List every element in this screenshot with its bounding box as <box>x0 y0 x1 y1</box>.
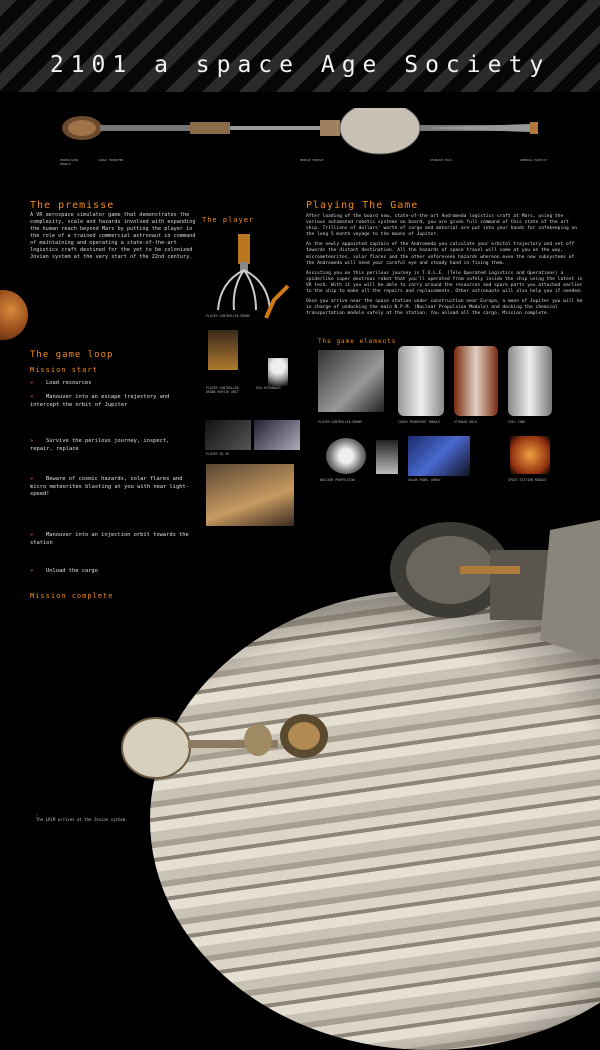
drone-repair-image <box>208 330 238 370</box>
player-caption: PLAYER IN VR <box>206 452 230 456</box>
ship-caption: PROPULSION MODULE <box>60 158 79 166</box>
station-module-image <box>510 436 550 474</box>
element-caption: PLAYER CONTROLLED DRONE <box>318 420 363 424</box>
cargo-module-image <box>398 346 444 416</box>
player-caption: PLAYER CONTROLLED DRONE REPAIR UNIT <box>206 386 239 395</box>
arrow-icon: » <box>30 476 34 482</box>
arrow-icon: » <box>30 380 34 386</box>
fuel-tank-image <box>508 346 552 416</box>
poster-title: 2101 a space Age Society <box>49 52 551 78</box>
loop-step: » Survive the perilous journey, inspect, repair, replace <box>30 438 170 452</box>
arrow-icon: » <box>30 394 34 400</box>
ship-caption: CARGO TRANSFER <box>98 158 124 162</box>
arrow-icon: › <box>36 812 39 817</box>
ship-caption: GENERAL HABITAT <box>520 158 548 162</box>
eva-image <box>254 420 300 450</box>
propulsion-image <box>326 438 366 474</box>
element-caption: NUCLEAR PROPULSION <box>320 478 355 482</box>
loop-step: » Unload the cargo <box>30 568 98 574</box>
cockpit-image <box>206 464 294 526</box>
space-station-illustration <box>390 510 600 660</box>
mars-planet <box>0 290 28 340</box>
probe-image <box>376 440 398 474</box>
premise-text: A VR aerospace simulator game that demonstrates the complexity, scale and hazards involved with expanding the human reach beyond Mars by putting the player in the role of a trained commercial astronaut in command of maintaining and operating a state-of-the-art logistics craft destined for the yet to be colonized Jovian system at the very start of the 22nd century. <box>30 212 196 260</box>
astronaut-image <box>268 358 288 386</box>
element-caption: CARGO TRANSPORT MODULE <box>398 420 441 424</box>
ship-caption: BRIDGE MODULE <box>300 158 324 162</box>
element-caption: STORAGE HOLD <box>454 420 478 424</box>
playing-text: After loading of the board now, state-of-the-art Andromeda logistics craft at Mars, using the various automated robotic systems on board, you are given full command of this state of the art ship. Trillions of dollars' worth of cargo and material are put into your hands for safekeeping on the long 5 month voyage to the moons of Jupiter. As the newly appointed captain of the Andromeda you calculate your orbital trajectory and set off towards the distant destination. All the hazards of space travel will come at you on the way, micrometeorites, solar flares and the other unforeseen hazards whereon even the new subsystems of the Andromeda will need your careful eye and steady hand in fixing them. Assisting you on this perilous journey is T.O.L.E. (Tele Operated Logistics and Operations) a spiderlike super dextrous robot that you'll operated from safely inside the ship using the latest in VR tech. With it you will be able to carry around the resources and spare parts you attached earlier to the ship to make all the repairs and replacements. Other astronauts will also help you if needed. Once you arrive near the space station under construction near Europa, a moon of Jupiter you will be in charge of undocking the main N.P.M. (Nuclear Propulsion Module) and docking the chemical transportation module safely at the station. You unload all the cargo. Mission complete. <box>306 214 583 317</box>
playing-heading: Playing The Game <box>306 200 419 211</box>
premise-heading: The premisse <box>30 200 115 211</box>
arrow-icon: » <box>30 532 34 538</box>
player-caption: PLAYER CONTROLLED DRONE <box>206 314 251 318</box>
drone-element-image <box>318 350 384 412</box>
vr-player-image <box>205 420 251 450</box>
loop-step: » Manouver into an escape trajectory and intercept the orbit of Jupiter <box>30 394 170 408</box>
ship-caption: STORAGE HOLD <box>430 158 452 162</box>
game-loop-heading: The game loop <box>30 350 114 360</box>
arrow-icon: » <box>30 568 34 574</box>
bottom-caption: › The LRLM arrives at the Jovian system. <box>36 812 128 822</box>
mission-complete-label: Mission complete <box>30 592 114 600</box>
elements-heading: The game elements <box>318 338 397 345</box>
solar-panel-image <box>408 436 470 476</box>
arrow-icon: » <box>30 438 34 444</box>
mission-start-label: Mission start <box>30 366 98 374</box>
player-caption: EVA ASTRONAUT <box>256 386 281 390</box>
header-stripes <box>0 0 600 92</box>
storage-hold-image <box>454 346 498 416</box>
element-caption: FUEL TANK <box>508 420 526 424</box>
loop-step: » Manouver into an injection orbit towards the station <box>30 532 189 546</box>
loop-step: » Load resources <box>30 380 92 386</box>
spacecraft-illustration <box>60 108 540 156</box>
element-caption: SPACE STATION MODULE <box>508 478 547 482</box>
player-heading: The player <box>202 216 255 224</box>
logistics-craft-illustration <box>108 700 338 810</box>
loop-step: » Beware of cosmic hazards, solar flares and micro meteorites blasting at you with near light-speed! <box>30 476 190 497</box>
element-caption: SOLAR PANEL ARRAY <box>408 478 441 482</box>
